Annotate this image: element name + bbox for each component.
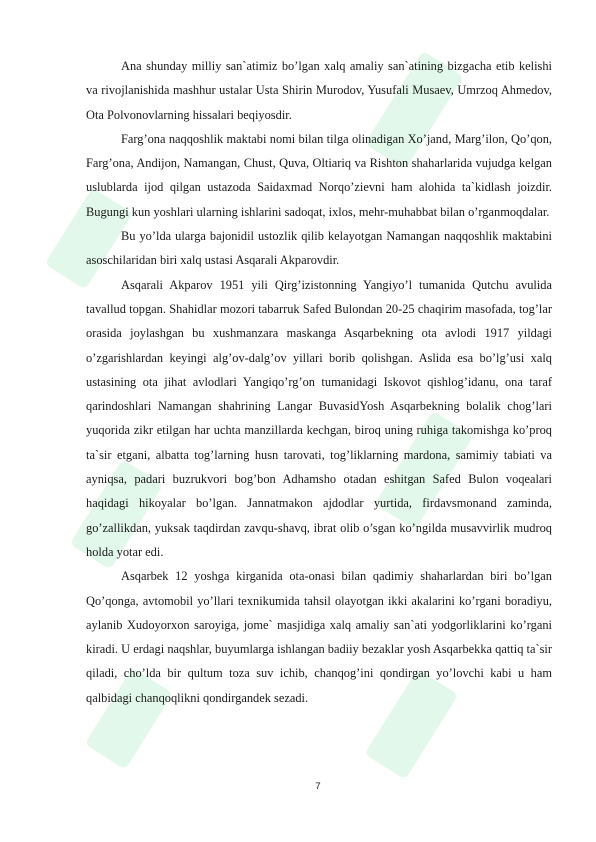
paragraph: Farg’ona naqqoshlik maktabi nomi bilan tilga olinadigan Xo’jand, Marg’ilon, Qo’qon, Farg’ona, Andijon, Namangan, Chust, Quva, Oltiariq va Rishton shaharlarida vujudga kelgan uslublarda ijod qilgan ustazoda Saidaxmad Norqo’zievni ham alohida ta`kidlash joizdir. Bugungi kun yoshlari ularning ishlarini sadoqat, ixlos, mehr-muhabbat bilan o’rganmoqdalar. <box>86 131 552 219</box>
document-body <box>86 54 552 710</box>
paragraph: Ana shunday milliy san`atimiz bo’lgan xalq amaliy san`atining bizgacha etib kelishi va rivojlanishida mashhur ustalar Usta Shirin Murodov, Yusufali Musaev, Umrzoq Ahmedov, Ota Polvonovlarning hissalari beqiyosdir. <box>86 59 552 122</box>
paragraph: Asqarbek 12 yoshga kirganida ota-onasi bilan qadimiy shaharlardan biri bo’lgan Qo’qonga, avtomobil yo’llari texnikumida tahsil olayotgan ikki akalarini ko’rgani boradiyu, aylanib Xudoyorxon saroyiga, jome` masjidiga xalq amaliy san`ati yodgorliklarini ko’rgani kiradi. U erdagi naqshlar, buyumlarga ishlangan badiiy bezaklar yosh Asqarbekka qattiq ta`sir qiladi, cho’lda bir qultum toza suv ichib, chanqog’ini qondirgan yo’lovchi kabi u ham qalbidagi chanqoqlikni qondirgandek sezadi. <box>86 569 552 705</box>
paragraph: Bu yo’lda ularga bajonidil ustozlik qilib kelayotgan Namangan naqqoshlik maktabini asoschilaridan biri xalq ustasi Asqarali Akparovdir. <box>86 229 552 268</box>
page-number: 7 <box>315 781 321 792</box>
paragraph: Asqarali Akparov 1951 yili Qirg’izistonning Yangiyo’l tumanida Qutchu avulida tavallud topgan. Shahidlar mozori tabarruk Safed Bulondan 20-25 chaqirim masofada, tog’lar orasida joylashgan bu xushmanzara maskanga Asqarbekning ota avlodi 1917 yildagi o’zgarishlardan keyingi alg’ov-dalg’ov yillari borib qolishgan. Aslida esa bo’lg’usi xalq ustasining ota jihat avlodlari Yangiqo’rg’on tumanidagi Iskovot qishlog’idanu, ona taraf qarindoshlari Namangan shahrining Langar BuvasidYosh Asqarbekning bolalik chog’lari yuqorida zikr etilgan har uchta manzillarda kechgan, biroq uning ruhiga takomishga ko’proq ta`sir etgani, albatta tog’larning husn tarovati, tog’liklarning mardona, samimiy tabiati va ayniqsa, padari buzrukvori bog’bon Adhamsho otadan eshitgan Safed Bulon voqealari haqidagi hikoyalar bo’lgan. Jannatmakon ajdodlar yurtida, firdavsmonand zaminda, go’zallikdan, yuksak taqdirdan zavqu-shavq, ibrat olib o’sgan ko’ngilda musavvirlik mudroq holda yotar edi. <box>86 277 552 559</box>
